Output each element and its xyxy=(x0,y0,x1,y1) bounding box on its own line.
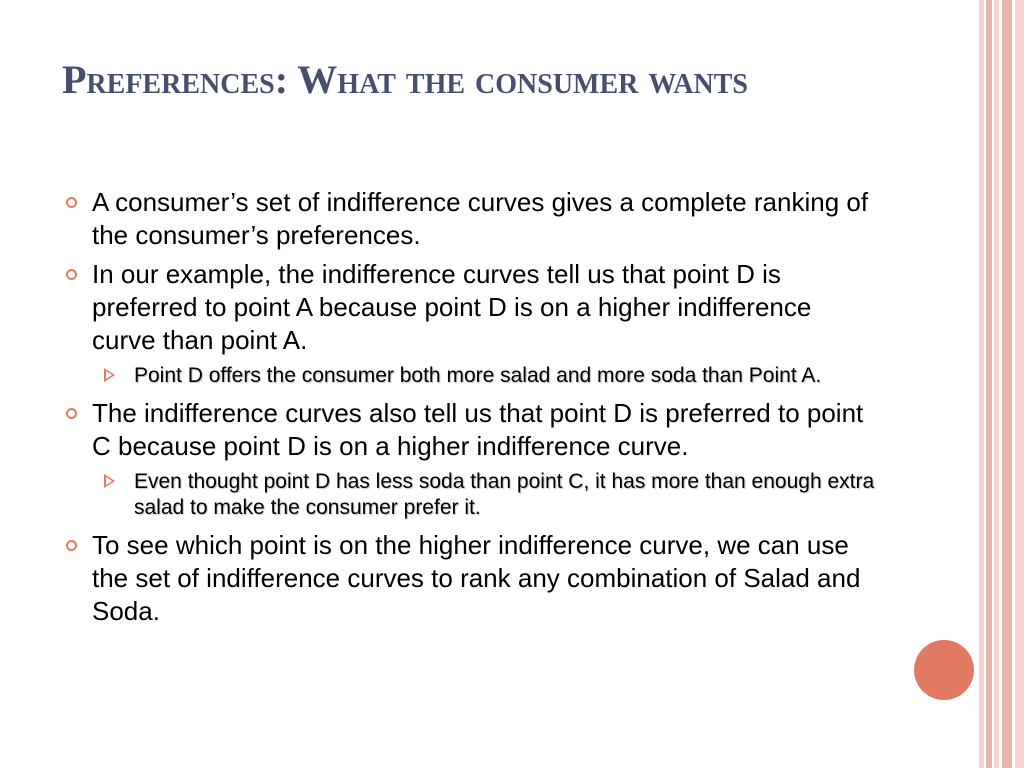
bullet-item xyxy=(62,529,882,628)
arrow-bullet-icon xyxy=(104,474,115,488)
bullet-item xyxy=(62,186,882,252)
bullet-text: To see which point is on the higher indifference curve, we can use the set of indifference curves to rank any combination of Salad and Soda. xyxy=(92,530,861,626)
ring-bullet-icon xyxy=(66,408,77,419)
bullet-text: A consumer’s set of indifference curves gives a complete ranking of the consumer’s preferences. xyxy=(92,187,869,250)
arrow-bullet-icon xyxy=(104,368,115,382)
ring-bullet-icon xyxy=(66,540,77,551)
ring-bullet-icon xyxy=(66,269,77,280)
sub-bullet-text: Point D offers the consumer both more salad and more soda than Point A. xyxy=(134,364,822,387)
bullet-text: The indifference curves also tell us that point D is preferred to point C because point D is on a higher indifference curve. xyxy=(92,398,864,461)
bullet-item xyxy=(62,397,882,463)
sub-bullet-item xyxy=(104,469,882,521)
bullet-item xyxy=(62,258,882,357)
slide-title: Preferences: What the consumer wants xyxy=(62,57,748,102)
bullet-text: In our example, the indifference curves tell us that point D is preferred to point A because point D is on a higher indifference curve than point A. xyxy=(92,259,812,355)
decorative-stripe xyxy=(1015,0,1024,768)
slide-body xyxy=(62,186,882,634)
sub-bullet-text: Even thought point D has less soda than point C, it has more than enough extra salad to make the consumer prefer it. xyxy=(134,470,875,519)
circle-decoration xyxy=(914,640,974,700)
decorative-stripe xyxy=(1002,0,1012,768)
sub-bullet-item xyxy=(104,363,882,389)
ring-bullet-icon xyxy=(66,197,77,208)
